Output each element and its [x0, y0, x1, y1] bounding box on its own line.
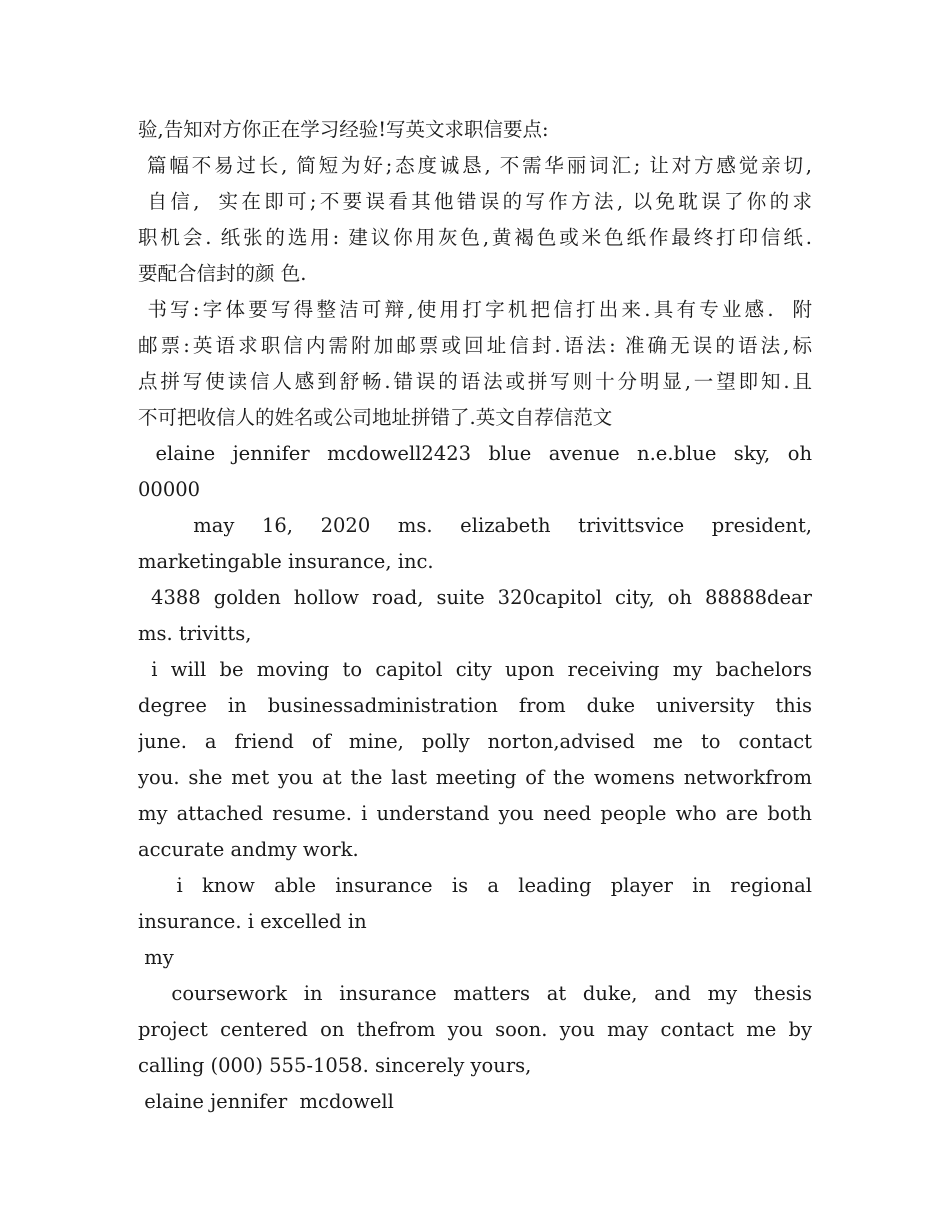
text-line: you. she met you at the last meeting of the womens networkfrom [138, 766, 812, 789]
text-line: my attached resume. i understand you need people who are both [138, 802, 812, 825]
text-line: ms. trivitts, [138, 622, 252, 645]
text-line: 验,告知对方你正在学习经验!写英文求职信要点: [138, 118, 549, 141]
text-line: 自信, 实在即可;不要误看其他错误的写作方法, 以免耽误了你的求 [138, 190, 812, 213]
text-line: 不可把收信人的姓名或公司地址拼错了.英文自荐信范文 [138, 406, 613, 429]
text-line: 邮票:英语求职信内需附加邮票或回址信封.语法: 准确无误的语法,标 [138, 334, 812, 357]
text-line: may 16, 2020 ms. elizabeth trivittsvice president, [138, 514, 812, 537]
text-line: 00000 [138, 478, 201, 501]
text-line: elaine jennifer mcdowell [138, 1090, 394, 1113]
text-line: 点拼写使读信人感到舒畅.错误的语法或拼写则十分明显,一望即知.且 [138, 370, 812, 393]
text-line: accurate andmy work. [138, 838, 359, 861]
text-line: project centered on thefrom you soon. you may contact me by [138, 1018, 812, 1041]
text-line: 要配合信封的颜 色. [138, 262, 307, 285]
text-line: 4388 golden hollow road, suite 320capitol city, oh 88888dear [138, 586, 812, 609]
text-line: marketingable insurance, inc. [138, 550, 434, 573]
text-line: coursework in insurance matters at duke, and my thesis [138, 982, 812, 1005]
text-line: june. a friend of mine, polly norton,advised me to contact [138, 730, 812, 753]
text-line: insurance. i excelled in [138, 910, 367, 933]
text-line: calling (000) 555-1058. sincerely yours, [138, 1054, 532, 1077]
document-body [138, 112, 812, 1120]
text-line: i will be moving to capitol city upon receiving my bachelors [138, 658, 812, 681]
text-line: 职机会. 纸张的选用: 建议你用灰色,黄褐色或米色纸作最终打印信纸. [138, 226, 812, 249]
text-line: elaine jennifer mcdowell2423 blue avenue n.e.blue sky, oh [138, 442, 812, 465]
text-line: 篇幅不易过长, 简短为好;态度诚恳, 不需华丽词汇; 让对方感觉亲切, [138, 154, 812, 177]
text-line: my [138, 946, 174, 969]
text-line: 书写:字体要写得整洁可辩,使用打字机把信打出来.具有专业感. 附 [138, 298, 812, 321]
text-line: degree in businessadministration from duke university this [138, 694, 812, 717]
text-line: i know able insurance is a leading player in regional [138, 874, 812, 897]
